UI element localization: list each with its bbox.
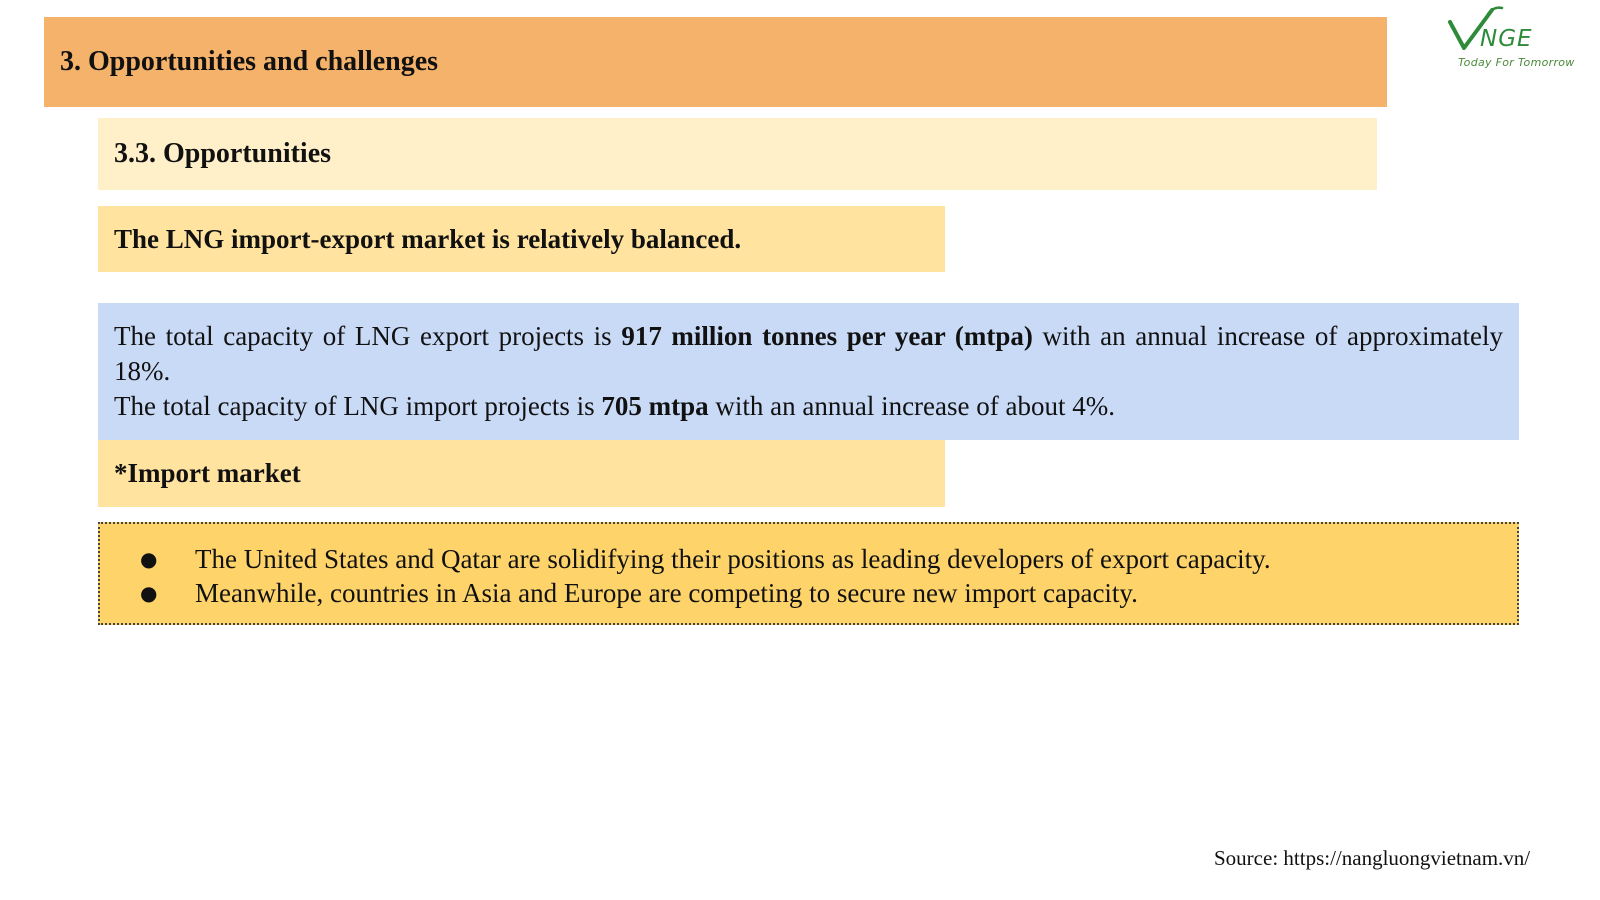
- vnge-logo: [1448, 4, 1598, 74]
- source-citation: Source: https://nangluongvietnam.vn/: [1214, 846, 1531, 870]
- export-capacity-text: The total capacity of LNG export projects is 917 million tonnes per year (mtpa) with an annual increase of approximately 18%.: [114, 321, 1503, 386]
- import-market-heading: *Import market: [114, 458, 301, 488]
- bullet-icon: ●: [140, 581, 158, 605]
- export-capacity-value: 917 million tonnes per year (mtpa): [621, 321, 1033, 351]
- import-market-heading-box: [98, 440, 945, 507]
- bullet-text: The United States and Qatar are solidifying their positions as leading developers of export capacity.: [195, 544, 1271, 574]
- import-capacity-text: The total capacity of LNG import projects is 705 mtpa with an annual increase of about 4%.: [114, 391, 1115, 421]
- capacity-stats-box: [98, 303, 1519, 440]
- bullet-icon: ●: [140, 547, 158, 571]
- vnge-logo-mark: [1448, 4, 1598, 56]
- bullet-text: Meanwhile, countries in Asia and Europe are competing to secure new import capacity.: [195, 578, 1138, 608]
- logo-tagline: Today For Tomorrow: [1458, 56, 1575, 69]
- claim-text: The LNG import-export market is relatively balanced.: [114, 223, 742, 254]
- section-heading: 3.3. Opportunities: [114, 138, 332, 169]
- section-heading-bar: [98, 118, 1377, 190]
- bullet-item: [100, 576, 1517, 610]
- slide-title-bar: [44, 17, 1387, 107]
- svg-text:NGE: NGE: [1480, 26, 1533, 52]
- bullet-list: [100, 542, 1517, 610]
- claim-box: [98, 206, 945, 272]
- slide-title: 3. Opportunities and challenges: [60, 46, 439, 77]
- import-capacity-value: 705 mtpa: [601, 391, 709, 421]
- import-market-bullets-box: [98, 522, 1519, 625]
- bullet-item: [100, 542, 1517, 576]
